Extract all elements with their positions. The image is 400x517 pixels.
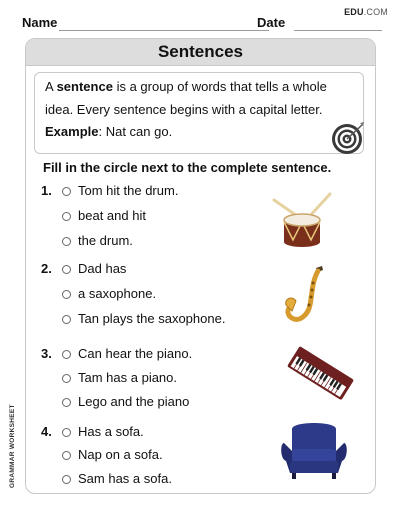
option[interactable] <box>62 423 144 441</box>
question-number: 2. <box>41 261 52 276</box>
definition-box <box>34 72 364 154</box>
answer-circle[interactable] <box>62 374 71 383</box>
option-text: a saxophone. <box>78 286 157 301</box>
question-number: 1. <box>41 183 52 198</box>
answer-circle[interactable] <box>62 187 71 196</box>
option-text: Lego and the piano <box>78 394 190 409</box>
option-text: Dad has <box>78 261 127 276</box>
question-number: 4. <box>41 424 52 439</box>
answer-circle[interactable] <box>62 428 71 437</box>
answer-circle[interactable] <box>62 290 71 299</box>
instructions: Fill in the circle next to the complete sentence. <box>43 160 332 175</box>
option-text: Nap on a sofa. <box>78 447 163 462</box>
definition-body: is a group of words that tells a whole idea. Every sentence begins with a capital letter. <box>45 79 327 117</box>
example-label: Example <box>45 124 99 139</box>
worksheet-title: Sentences <box>26 39 375 66</box>
option[interactable] <box>62 446 163 464</box>
option-text: the drum. <box>78 233 133 248</box>
answer-circle[interactable] <box>62 212 71 221</box>
option-text: Tam has a piano. <box>78 370 178 385</box>
option[interactable] <box>62 393 189 411</box>
answer-circle[interactable] <box>62 398 71 407</box>
side-label: GRAMMAR WORKSHEET <box>9 404 16 488</box>
answer-circle[interactable] <box>62 315 71 324</box>
name-line[interactable] <box>59 30 269 31</box>
saxophone-icon <box>282 265 328 325</box>
date-line[interactable] <box>294 30 382 31</box>
option[interactable] <box>62 345 192 363</box>
example-text: : Nat can go. <box>98 124 173 139</box>
option[interactable] <box>62 310 225 328</box>
brand-edu: EDU <box>344 7 364 17</box>
date-label: Date <box>257 15 286 30</box>
target-icon <box>331 121 365 155</box>
option-text: Tom hit the drum. <box>78 183 179 198</box>
option[interactable] <box>62 232 133 250</box>
option-text: Sam has a sofa. <box>78 471 172 486</box>
brand-com: .COM <box>363 7 388 17</box>
definition-lead: A <box>45 79 57 94</box>
option[interactable] <box>62 369 177 387</box>
question-number: 3. <box>41 346 52 361</box>
answer-circle[interactable] <box>62 237 71 246</box>
drum-icon <box>264 192 334 250</box>
name-date-row <box>22 15 382 33</box>
answer-circle[interactable] <box>62 451 71 460</box>
answer-circle[interactable] <box>62 350 71 359</box>
sofa-icon <box>278 415 350 485</box>
option[interactable] <box>62 470 172 488</box>
option[interactable] <box>62 207 146 225</box>
option-text: Has a sofa. <box>78 424 144 439</box>
option-text: beat and hit <box>78 208 146 223</box>
option[interactable] <box>62 260 126 278</box>
name-label: Name <box>22 15 58 30</box>
option[interactable] <box>62 285 156 303</box>
definition-term: sentence <box>56 79 113 94</box>
worksheet-panel <box>25 38 376 494</box>
option-text: Tan plays the saxophone. <box>78 311 226 326</box>
answer-circle[interactable] <box>62 265 71 274</box>
keyboard-icon <box>284 341 356 407</box>
option-text: Can hear the piano. <box>78 346 193 361</box>
option[interactable] <box>62 182 178 200</box>
answer-circle[interactable] <box>62 475 71 484</box>
